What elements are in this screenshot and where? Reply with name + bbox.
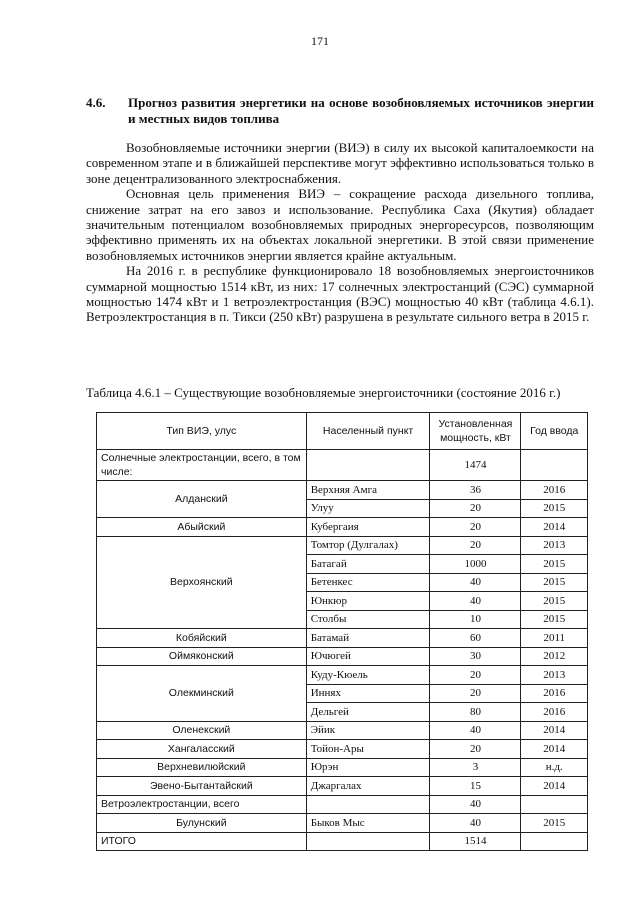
cell-year: 2016 <box>521 703 588 722</box>
cell-power: 36 <box>430 481 521 500</box>
cell-year: 2012 <box>521 647 588 666</box>
header-type: Тип ВИЭ, улус <box>97 413 307 450</box>
cell-place: Дельгей <box>306 703 430 722</box>
cell-ulus: Оленекский <box>97 721 307 740</box>
cell-year: 2013 <box>521 536 588 555</box>
cell-ulus: Булунский <box>97 814 307 833</box>
cell-ulus: Верхоянский <box>97 536 307 629</box>
grand-total-row <box>97 832 588 851</box>
paragraph: Основная цель применения ВИЭ – сокращение расхода дизельного топлива, снижение затрат на его завоз и использование. Республика Саха (Якутия) обладает значительным потенциалом возобновляемых природных энергоресурсов, позволяющим эффективно применять их на объектах локальной энергетики. В этой связи применение возобновляемых источников энергии является крайне актуальным. <box>86 186 594 263</box>
cell-place: Улуу <box>306 499 430 518</box>
header-power: Установленная мощность, кВт <box>430 413 521 450</box>
table-row <box>97 777 588 796</box>
table-row <box>97 629 588 648</box>
section-title: Прогноз развития энергетики на основе возобновляемых источников энергии и местных видов топлива <box>128 95 594 126</box>
table-caption: Таблица 4.6.1 – Существующие возобновляемые энергоисточники (состояние 2016 г.) <box>86 385 561 400</box>
cell-power: 1000 <box>430 555 521 574</box>
cell-year: 2014 <box>521 518 588 537</box>
cell-year: 2016 <box>521 684 588 703</box>
cell-place: Куду-Кюель <box>306 666 430 685</box>
cell-year: 2014 <box>521 777 588 796</box>
section-heading <box>86 95 594 127</box>
cell-year: 2014 <box>521 740 588 759</box>
cell-year: 2013 <box>521 666 588 685</box>
cell-ulus: Кобяйский <box>97 629 307 648</box>
cell-power: 40 <box>430 592 521 611</box>
cell-ulus: Абыйский <box>97 518 307 537</box>
table-row <box>97 721 588 740</box>
cell-ulus: Эвено-Бытантайский <box>97 777 307 796</box>
cell-empty <box>521 832 588 851</box>
cell-power: 10 <box>430 610 521 629</box>
section-number: 4.6. <box>86 95 106 110</box>
cell-power: 20 <box>430 684 521 703</box>
cell-year: 2015 <box>521 499 588 518</box>
page-number: 171 <box>311 34 329 48</box>
cell-power: 20 <box>430 518 521 537</box>
cell-empty <box>306 795 430 814</box>
row-label: ИТОГО <box>97 832 307 851</box>
cell-place: Батамай <box>306 629 430 648</box>
paragraph: На 2016 г. в республике функционировало 18 возобновляемых энергоисточников суммарной мощностью 1514 кВт, из них: 17 солнечных электростанций (СЭС) суммарной мощностью 1474 кВт и 1 ветроэлектростанция (ВЭС) мощностью 40 кВт (таблица 4.6.1). Ветроэлектростанция в п. Тикси (250 кВт) разрушена в результате сильного ветра в 2015 г. <box>86 263 594 325</box>
cell-power: 20 <box>430 499 521 518</box>
cell-year: 2015 <box>521 610 588 629</box>
row-label: Ветроэлектростанции, всего <box>97 795 307 814</box>
cell-year: 2015 <box>521 573 588 592</box>
cell-place: Ючюгей <box>306 647 430 666</box>
table-row <box>97 536 588 555</box>
cell-power: 30 <box>430 647 521 666</box>
cell-place: Эйик <box>306 721 430 740</box>
cell-ulus: Алданский <box>97 481 307 518</box>
cell-power: 40 <box>430 795 521 814</box>
cell-power: 40 <box>430 814 521 833</box>
row-label: Солнечные электростанции, всего, в том числе: <box>97 450 307 481</box>
cell-power: 1514 <box>430 832 521 851</box>
cell-place: Тойон-Ары <box>306 740 430 759</box>
cell-place: Томтор (Дулгалах) <box>306 536 430 555</box>
cell-place: Юрэн <box>306 758 430 777</box>
cell-place: Столбы <box>306 610 430 629</box>
wind-total-row <box>97 795 588 814</box>
cell-place: Юнкюр <box>306 592 430 611</box>
cell-place: Кубергаия <box>306 518 430 537</box>
cell-place: Джаргалах <box>306 777 430 796</box>
cell-ulus: Оймяконский <box>97 647 307 666</box>
cell-year: 2016 <box>521 481 588 500</box>
cell-power: 1474 <box>430 450 521 481</box>
cell-year: 2015 <box>521 814 588 833</box>
table-row <box>97 518 588 537</box>
cell-place: Верхняя Амга <box>306 481 430 500</box>
cell-year: 2015 <box>521 555 588 574</box>
cell-year: 2015 <box>521 592 588 611</box>
table-row <box>97 647 588 666</box>
cell-power: 20 <box>430 666 521 685</box>
table-header-row <box>97 413 588 450</box>
table-row <box>97 481 588 500</box>
cell-ulus: Хангаласский <box>97 740 307 759</box>
table-row <box>97 740 588 759</box>
paragraph: Возобновляемые источники энергии (ВИЭ) в силу их высокой капиталоемкости на современном этапе и в ближайшей перспективе могут эффективно использоваться только в зоне децентрализованного электроснабжения. <box>86 140 594 186</box>
cell-year: н.д. <box>521 758 588 777</box>
cell-empty <box>521 450 588 481</box>
cell-power: 15 <box>430 777 521 796</box>
cell-empty <box>306 832 430 851</box>
header-year: Год ввода <box>521 413 588 450</box>
cell-power: 20 <box>430 740 521 759</box>
solar-total-row <box>97 450 588 481</box>
cell-power: 20 <box>430 536 521 555</box>
cell-place: Батагай <box>306 555 430 574</box>
table-row <box>97 666 588 685</box>
cell-ulus: Олекминский <box>97 666 307 722</box>
body-text <box>86 140 594 325</box>
cell-place: Бетенкес <box>306 573 430 592</box>
cell-empty <box>306 450 430 481</box>
cell-power: 60 <box>430 629 521 648</box>
cell-place: Быков Мыс <box>306 814 430 833</box>
cell-year: 2014 <box>521 721 588 740</box>
cell-empty <box>521 795 588 814</box>
cell-place: Иннях <box>306 684 430 703</box>
table-row <box>97 814 588 833</box>
header-place: Населенный пункт <box>306 413 430 450</box>
cell-power: 40 <box>430 573 521 592</box>
renewables-table <box>96 412 588 851</box>
table-row <box>97 758 588 777</box>
cell-power: 80 <box>430 703 521 722</box>
cell-power: 3 <box>430 758 521 777</box>
cell-year: 2011 <box>521 629 588 648</box>
table-body <box>97 450 588 851</box>
cell-ulus: Верхневилюйский <box>97 758 307 777</box>
cell-power: 40 <box>430 721 521 740</box>
